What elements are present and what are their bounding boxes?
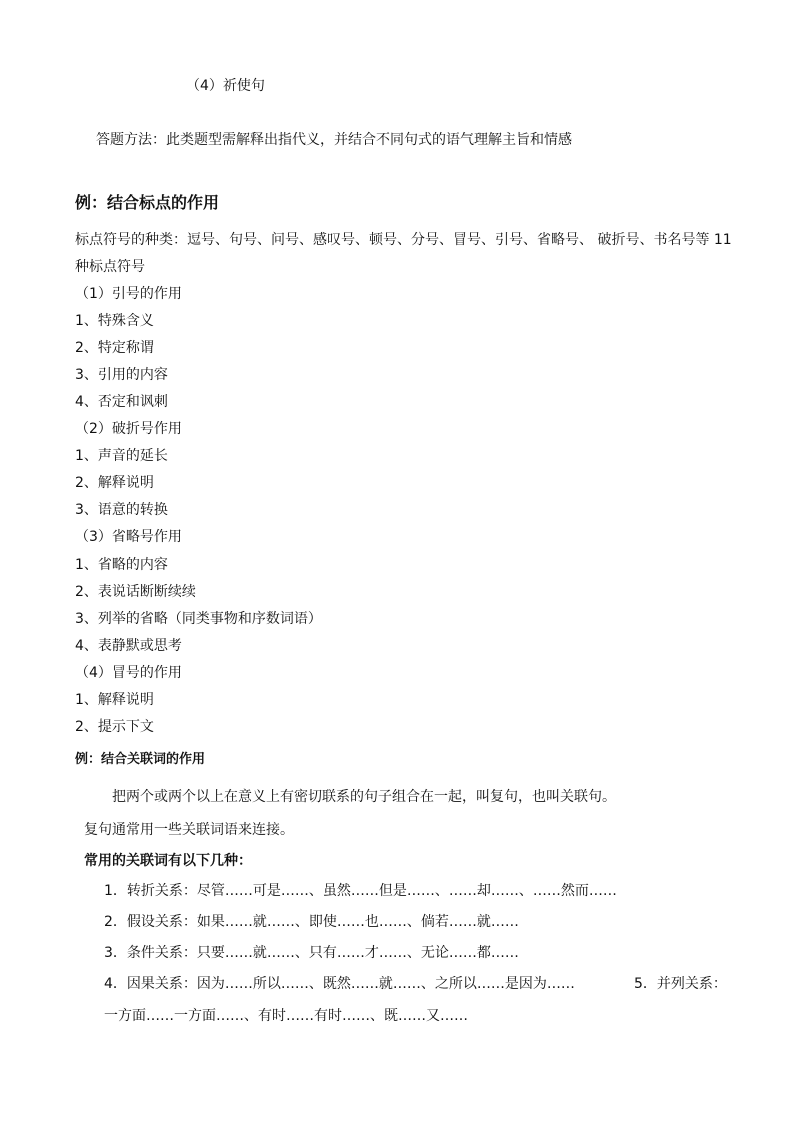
section-title: （4）冒号的作用: [75, 665, 182, 681]
sentence-type-imperative: （4）祈使句: [186, 78, 265, 94]
conjunction-type: 4．因果关系：因为……所以……、既然……就……、之所以……是因为……: [104, 976, 575, 992]
list-item: 2、表说话断断续续: [75, 584, 196, 600]
list-item: 1、特殊含义: [75, 313, 154, 329]
conjunction-type: 1．转折关系：尽管……可是……、虽然……但是……、……却……、……然而……: [104, 883, 617, 899]
list-item: 2、特定称谓: [75, 340, 154, 356]
conjunction-type-parallel-head: 5．并列关系：: [634, 976, 727, 992]
list-item: 2、解释说明: [75, 475, 154, 491]
conjunction-type: 3．条件关系：只要……就……、只有……才……、无论……都……: [104, 945, 519, 961]
conjunction-type: 2．假设关系：如果……就……、即使……也……、倘若……就……: [104, 914, 519, 930]
conjunction-heading: 例：结合关联词的作用: [75, 752, 206, 767]
punctuation-heading: 例：结合标点的作用: [75, 193, 220, 212]
compound-sentence-note: 复句通常用一些关联词语来连接。: [84, 822, 294, 838]
list-item: 2、提示下文: [75, 719, 154, 735]
punctuation-types-cont: 种标点符号: [75, 259, 145, 275]
section-title: （1）引号的作用: [75, 286, 182, 302]
list-item: 1、解释说明: [75, 692, 154, 708]
compound-sentence-definition: 把两个或两个以上在意义上有密切联系的句子组合在一起，叫复句，也叫关联句。: [112, 789, 616, 805]
section-title: （3）省略号作用: [75, 529, 182, 545]
answer-method: 答题方法：此类题型需解释出指代义，并结合不同句式的语气理解主旨和情感: [96, 132, 572, 148]
punctuation-types: 标点符号的种类：逗号、句号、问号、感叹号、顿号、分号、冒号、引号、省略号、 破折号、书名号等 11: [75, 232, 732, 248]
list-item: 3、引用的内容: [75, 367, 168, 383]
list-item: 4、表静默或思考: [75, 638, 182, 654]
list-item: 4、否定和讽刺: [75, 394, 168, 410]
list-item: 1、声音的延长: [75, 448, 168, 464]
list-item: 3、列举的省略（同类事物和序数词语）: [75, 611, 322, 627]
list-item: 3、语意的转换: [75, 502, 168, 518]
section-title: （2）破折号作用: [75, 421, 182, 437]
conjunction-subheading: 常用的关联词有以下几种：: [84, 853, 252, 869]
conjunction-type-parallel-tail: 一方面……一方面……、有时……有时……、既……又……: [104, 1008, 468, 1024]
list-item: 1、省略的内容: [75, 557, 168, 573]
